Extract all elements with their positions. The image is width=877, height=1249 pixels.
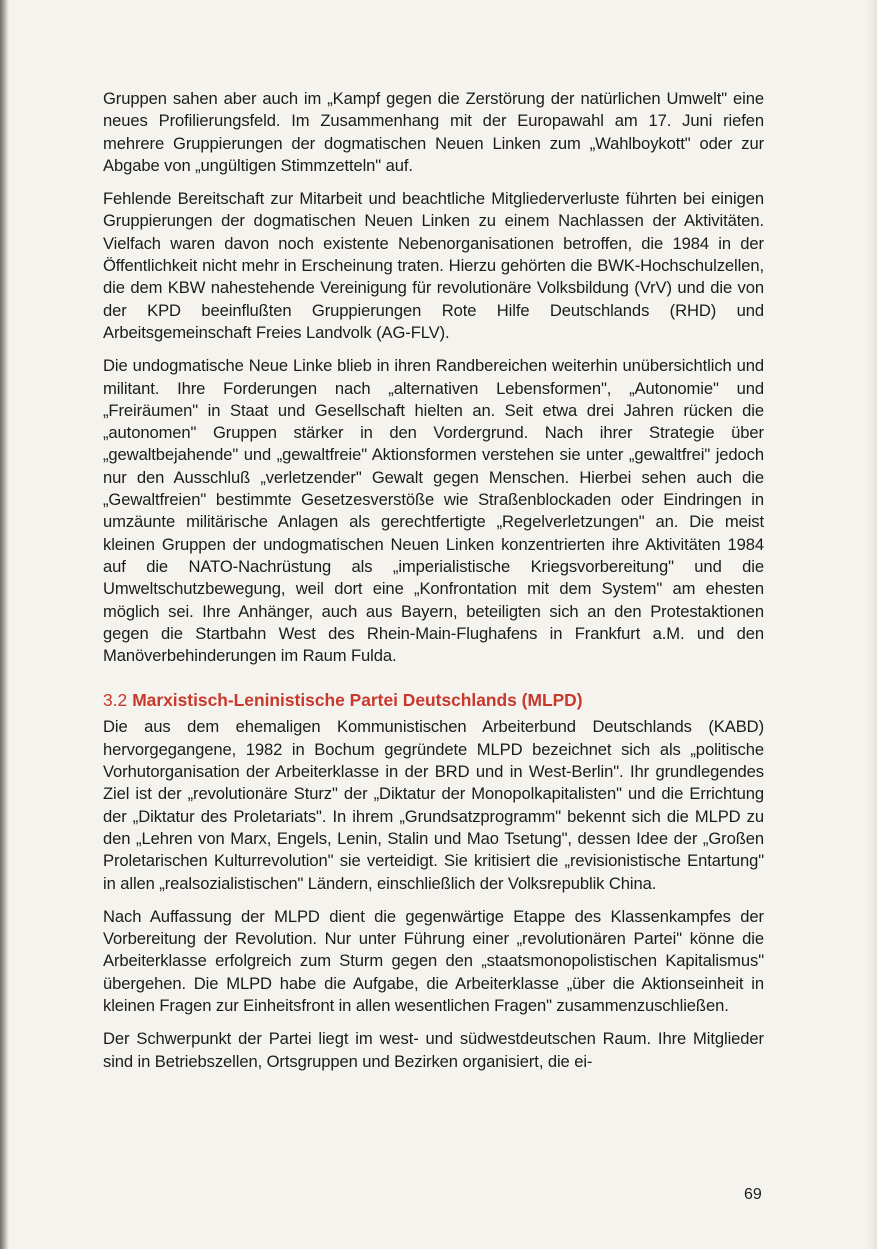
paragraph-6: Der Schwerpunkt der Partei liegt im west- und südwestdeutschen Raum. Ihre Mitglieder sind in Betriebszellen, Ortsgruppen und Bezirken organisiert, die ei- [103,1029,764,1071]
page-outer-edge [863,0,877,1249]
paragraph-5: Nach Auffassung der MLPD dient die gegenwärtige Etappe des Klassenkampfes der Vorbereitung der Revolution. Nur unter Führung einer „revolutionären Partei" könne die Arbeiterklasse erfolgreich zum Sturm gegen den „staatsmonopolistischen Kapitalismus" übergehen. Die MLPD habe die Aufgabe, die Arbeiterklasse „über die Aktionseinheit in kleinen Fragen zur Einheitsfront in allen wesentlichen Fragen" zusammenzuschließen. [103,906,764,1015]
paragraph-1: Gruppen sahen aber auch im „Kampf gegen die Zerstörung der natürlichen Umwelt" eine neues Profilierungsfeld. Im Zusammenhang mit der Europawahl am 17. Juni riefen mehrere Gruppierungen der dogmatischen Neuen Linken zum „Wahlboykott" oder zur Abgabe von „ungültigen Stimmzetteln" auf. [103,89,764,175]
page-number: 69 [744,1186,762,1203]
page-binding-edge [0,0,9,1249]
paragraph-2: Fehlende Bereitschaft zur Mitarbeit und beachtliche Mitgliederverluste führten bei einigen Gruppierungen der dogmatischen Neuen Linken zu einem Nachlassen der Aktivitäten. Vielfach waren davon noch existente Nebenorganisationen betroffen, die 1984 in der Öffentlichkeit nicht mehr in Erscheinung traten. Hierzu gehörten die BWK-Hochschulzellen, die dem KBW nahestehende Vereinigung für revolutionäre Volksbildung (VrV) und die von der KPD beeinflußten Gruppierungen Rote Hilfe Deutschlands (RHD) und Arbeitsgemeinschaft Freies Landvolk (AG-FLV). [103,189,764,342]
page-body [103,88,764,1084]
section-heading [103,689,764,711]
section-number: 3.2 [103,690,128,711]
paragraph-3: Die undogmatische Neue Linke blieb in ihren Randbereichen weiterhin unübersichtlich und militant. Ihre Forderungen nach „alternativen Lebensformen", „Autonomie" und „Freiräumen" in Staat und Gesellschaft hielten an. Seit etwa drei Jahren rücken die „autonomen" Gruppen stärker in den Vordergrund. Nach ihrer Strategie über „gewaltbejahende" und „gewaltfreie" Aktionsformen verstehen sie unter „gewaltfrei" jedoch nur den Ausschluß „verletzender" Gewalt gegen Menschen. Hierbei sehen auch die „Gewaltfreien" bestimmte Gesetzesverstöße wie Straßenblockaden oder Eindringen in umzäunte militärische Anlagen als gerechtfertigte „Regelverletzungen" an. Die meist kleinen Gruppen der undogmatischen Neuen Linken konzentrierten ihre Aktivitäten 1984 auf die NATO-Nachrüstung als „imperialistische Kriegsvorbereitung" und die Umweltschutzbewegung, weil dort eine „Konfrontation mit dem System" am ehesten möglich sei. Ihre Anhänger, auch aus Bayern, beteiligten sich an den Protestaktionen gegen die Startbahn West des Rhein-Main-Flughafens in Frankfurt a.M. und den Manöverbehinderungen im Raum Fulda. [103,356,764,666]
paragraph-4: Die aus dem ehemaligen Kommunistischen Arbeiterbund Deutschlands (KABD) hervorgegangene, 1982 in Bochum gegründete MLPD bezeichnet sich als „politische Vorhutorganisation der Arbeiterklasse in der BRD und in West-Berlin". Ihr grundlegendes Ziel ist der „revolutionäre Sturz" der „Diktatur der Monopolkapitalisten" und die Errichtung der „Diktatur des Proletariats". In ihrem „Grundsatzprogramm" bekennt sich die MLPD zu den „Lehren von Marx, Engels, Lenin, Stalin und Mao Tsetung", dessen Idee der „Großen Proletarischen Kulturrevolution" sie verteidigt. Sie kritisiert die „revisionistische Entartung" in allen „realsozialistischen" Ländern, einschließlich der Volksrepublik China. [103,717,764,893]
section-title: Marxistisch-Leninistische Partei Deutschlands (MLPD) [132,690,583,711]
